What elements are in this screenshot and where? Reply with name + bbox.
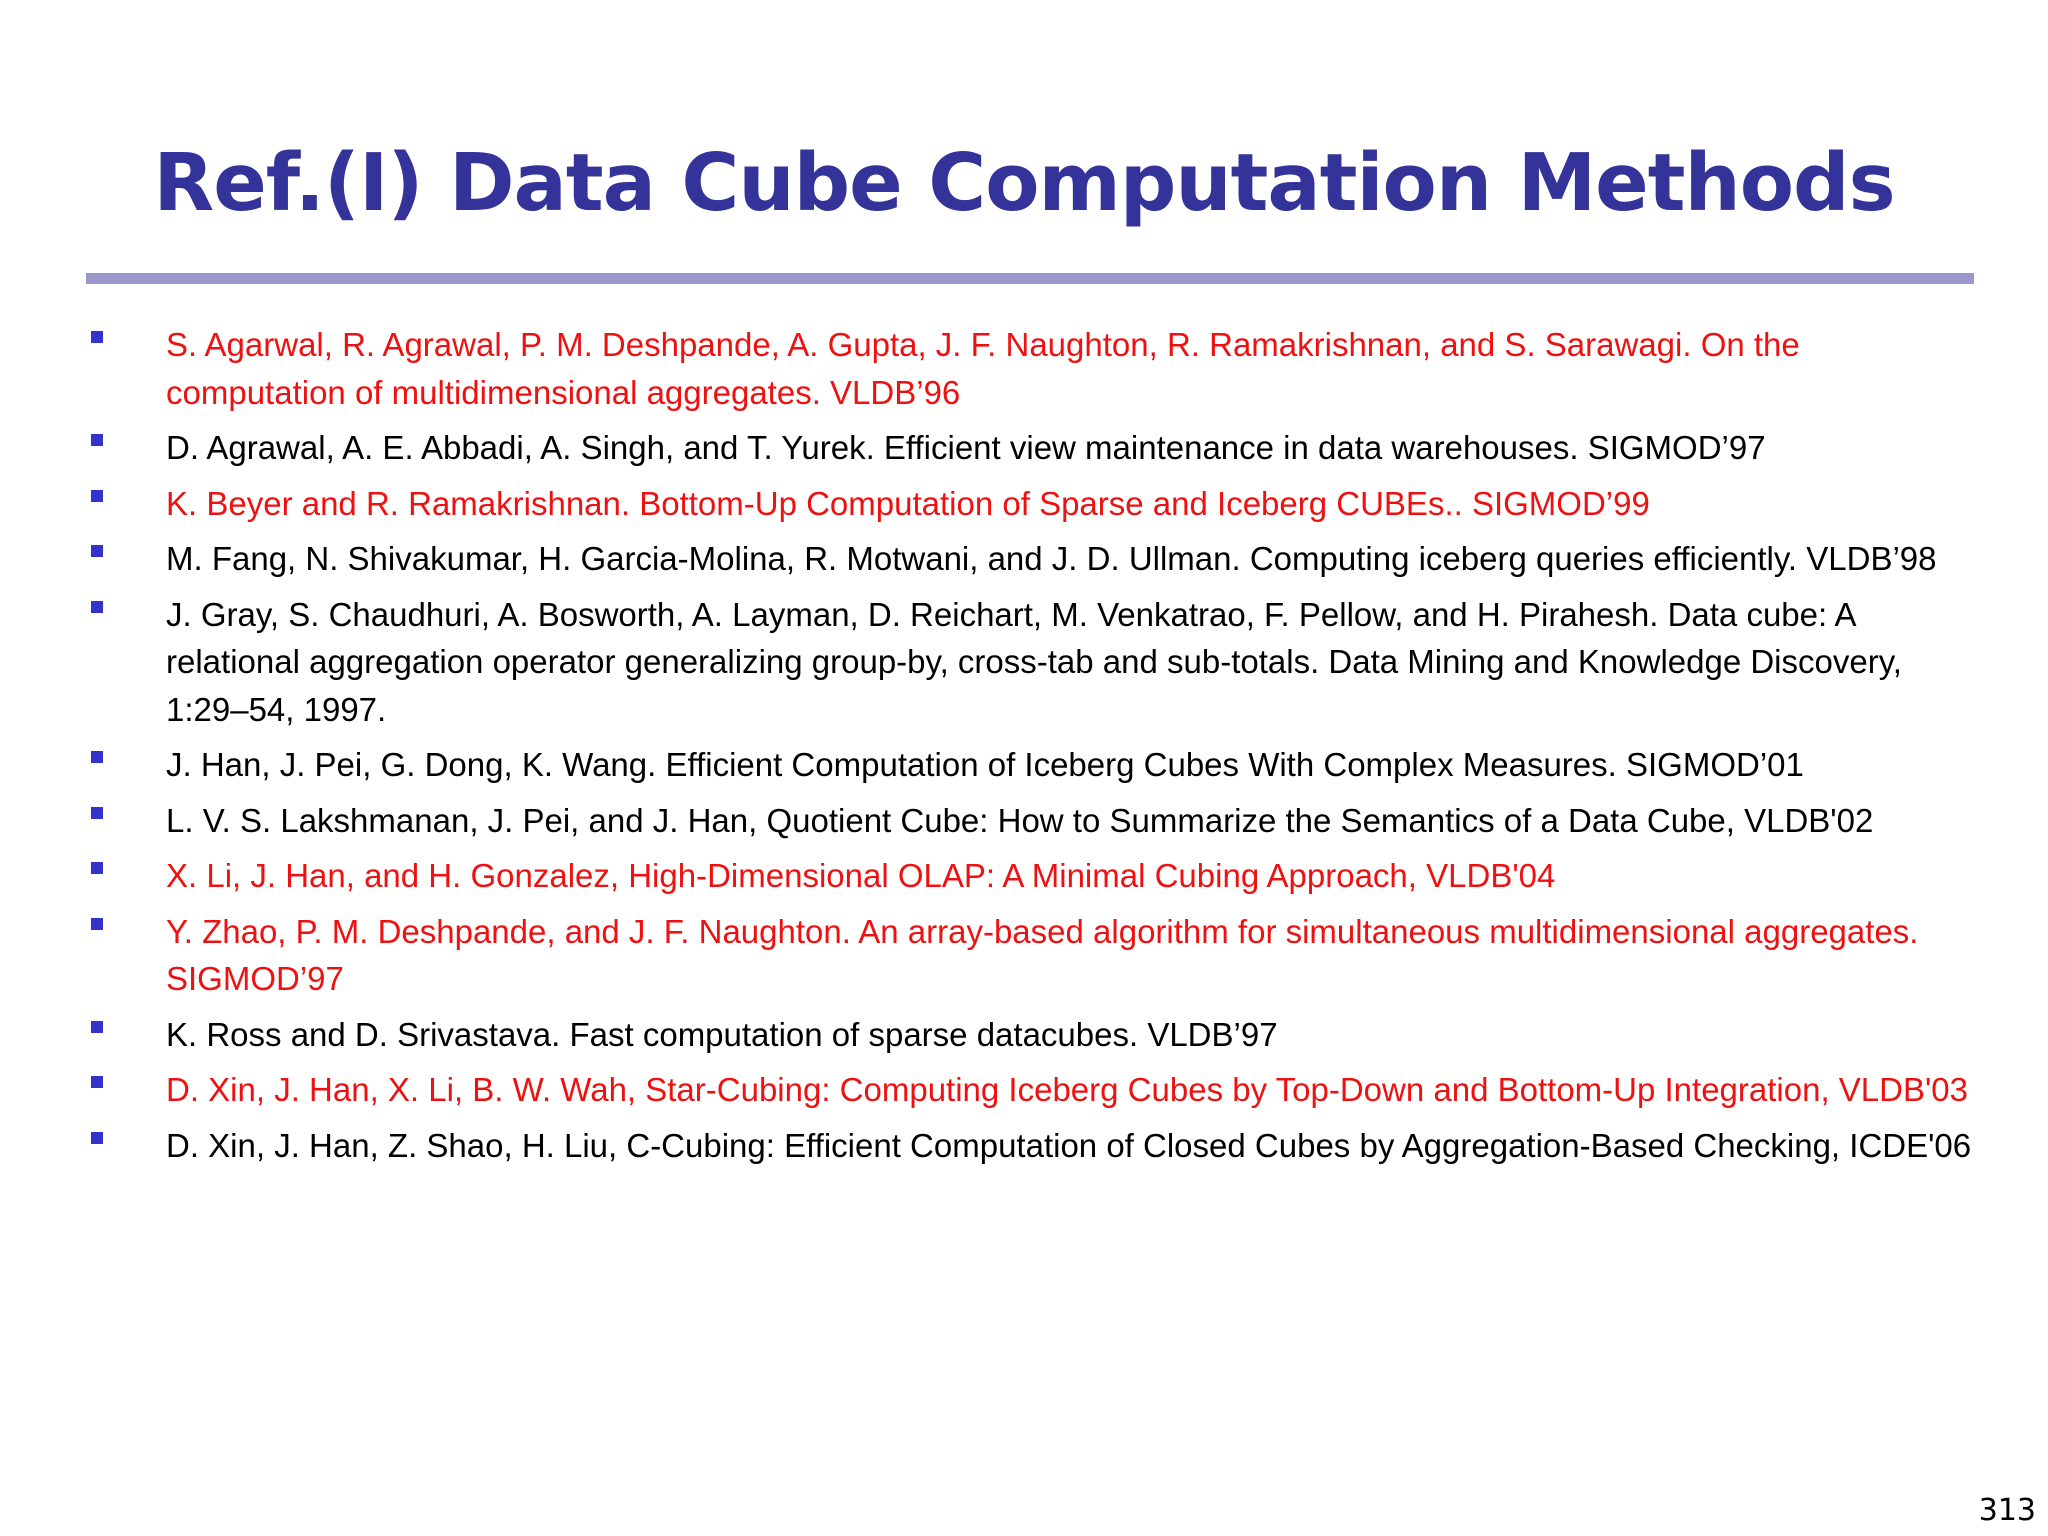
page-number: 313 — [1978, 1493, 2036, 1528]
reference-item — [86, 1011, 1976, 1059]
square-bullet-icon — [91, 601, 103, 613]
square-bullet-icon — [91, 1132, 103, 1144]
square-bullet-icon — [91, 862, 103, 874]
reference-item — [86, 741, 1976, 789]
reference-text: Y. Zhao, P. M. Deshpande, and J. F. Naughton. An array-based algorithm for simultaneous multidimensional aggregates. SIGMOD’97 — [166, 912, 1919, 997]
reference-text: K. Ross and D. Srivastava. Fast computation of sparse datacubes. VLDB’97 — [166, 1015, 1278, 1053]
reference-item — [86, 321, 1976, 416]
reference-text: J. Gray, S. Chaudhuri, A. Bosworth, A. Layman, D. Reichart, M. Venkatrao, F. Pellow, and H. Pirahesh. Data cube: A relational aggregation operator generalizing group-by, cross-tab and sub-totals. Data Mining and Knowledge Discovery, 1:29–54, 1997. — [166, 595, 1902, 728]
reference-text: K. Beyer and R. Ramakrishnan. Bottom-Up Computation of Sparse and Iceberg CUBEs.. SIGMOD’99 — [166, 484, 1650, 522]
square-bullet-icon — [91, 751, 103, 763]
square-bullet-icon — [91, 918, 103, 930]
reference-item — [86, 591, 1976, 734]
reference-item — [86, 908, 1976, 1003]
reference-list — [86, 321, 1976, 1177]
square-bullet-icon — [91, 331, 103, 343]
reference-item — [86, 1066, 1976, 1114]
square-bullet-icon — [91, 807, 103, 819]
square-bullet-icon — [91, 434, 103, 446]
square-bullet-icon — [91, 1076, 103, 1088]
reference-text: D. Agrawal, A. E. Abbadi, A. Singh, and T. Yurek. Efficient view maintenance in data warehouses. SIGMOD’97 — [166, 429, 1766, 466]
reference-item — [86, 480, 1976, 528]
reference-text: S. Agarwal, R. Agrawal, P. M. Deshpande, A. Gupta, J. F. Naughton, R. Ramakrishnan, and S. Sarawagi. On the computation of multidimensional aggregates. VLDB’96 — [166, 326, 1800, 411]
reference-text: X. Li, J. Han, and H. Gonzalez, High-Dimensional OLAP: A Minimal Cubing Approach, VLDB'04 — [166, 857, 1556, 894]
square-bullet-icon — [91, 1021, 103, 1033]
reference-item — [86, 797, 1976, 845]
reference-item — [86, 424, 1976, 472]
square-bullet-icon — [91, 545, 103, 557]
reference-text: D. Xin, J. Han, Z. Shao, H. Liu, C-Cubing: Efficient Computation of Closed Cubes by Aggregation-Based Checking, ICDE'06 — [166, 1126, 1972, 1164]
square-bullet-icon — [91, 490, 103, 502]
slide-title: Ref.(I) Data Cube Computation Methods — [153, 137, 1895, 229]
reference-text: J. Han, J. Pei, G. Dong, K. Wang. Efficient Computation of Iceberg Cubes With Complex Measures. SIGMOD’01 — [166, 746, 1804, 783]
title-divider — [86, 273, 1974, 284]
reference-item — [86, 852, 1976, 900]
reference-item — [86, 535, 1976, 583]
reference-text: D. Xin, J. Han, X. Li, B. W. Wah, Star-Cubing: Computing Iceberg Cubes by Top-Down and Bottom-Up Integration, VLDB'03 — [166, 1071, 1968, 1108]
reference-text: L. V. S. Lakshmanan, J. Pei, and J. Han, Quotient Cube: How to Summarize the Semantics of a Data Cube, VLDB'02 — [166, 801, 1874, 839]
reference-text: M. Fang, N. Shivakumar, H. Garcia-Molina, R. Motwani, and J. D. Ullman. Computing iceberg queries efficiently. VLDB’98 — [166, 540, 1937, 577]
reference-item — [86, 1122, 1976, 1170]
